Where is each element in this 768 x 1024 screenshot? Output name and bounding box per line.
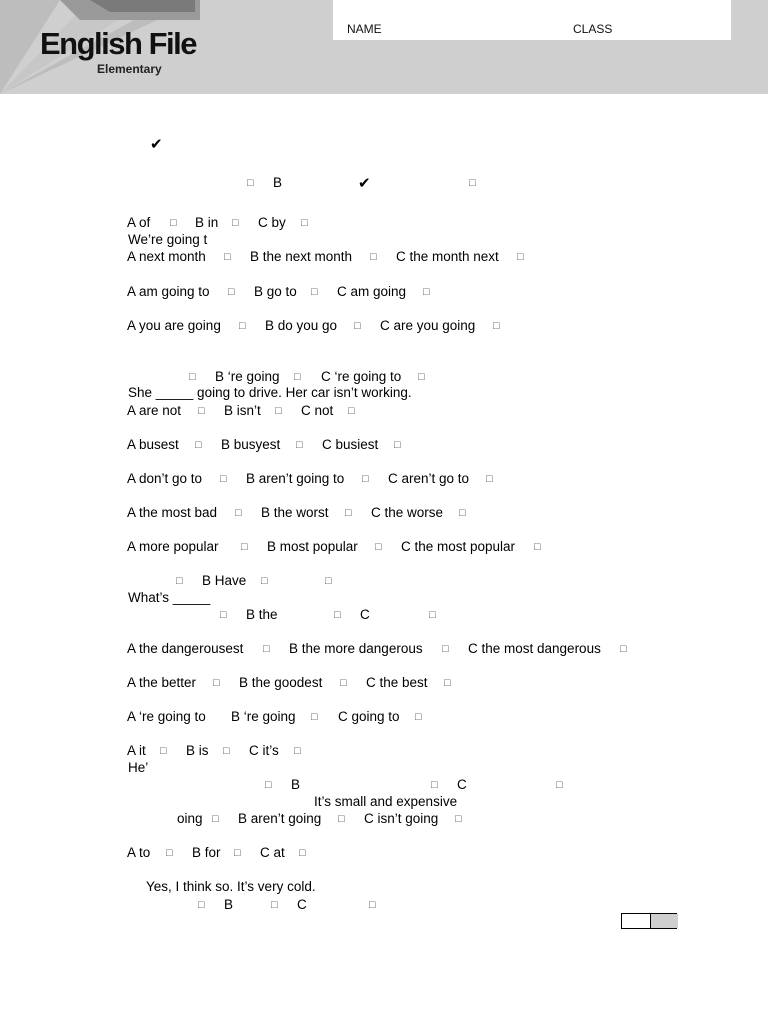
answer-option: B the goodest (239, 675, 323, 690)
answer-option: C ‘re going to (321, 369, 402, 384)
answer-option: B in (195, 215, 219, 230)
answer-checkbox[interactable]: □ (241, 541, 248, 553)
answer-option: B busyest (221, 437, 281, 452)
answer-checkbox[interactable]: □ (220, 609, 227, 621)
answer-option: B ‘re going (215, 369, 280, 384)
answer-option: B (224, 897, 234, 912)
answer-option: C not (301, 403, 334, 418)
answer-checkbox[interactable]: □ (354, 320, 361, 332)
answer-checkbox[interactable]: □ (338, 813, 345, 825)
answer-option: A the most bad (127, 505, 218, 520)
answer-checkbox[interactable]: □ (442, 643, 449, 655)
answer-option: B aren’t going (238, 811, 322, 826)
answer-option: C the worse (371, 505, 444, 520)
check-mark-icon: ✔ (150, 136, 163, 153)
answer-option: C the most dangerous (468, 641, 601, 656)
answer-checkbox[interactable]: □ (263, 643, 270, 655)
question-text: What’s _____ (128, 590, 211, 605)
answer-checkbox[interactable]: □ (444, 677, 451, 689)
answer-checkbox[interactable]: □ (232, 217, 239, 229)
answer-option: C aren’t go to (388, 471, 470, 486)
logo-title: English File (40, 26, 196, 61)
answer-checkbox[interactable]: □ (325, 575, 332, 587)
answer-checkbox[interactable]: □ (429, 609, 436, 621)
answer-checkbox[interactable]: □ (423, 286, 430, 298)
class-label: CLASS (573, 22, 613, 36)
answer-checkbox[interactable]: □ (394, 439, 401, 451)
answer-option: B ‘re going (231, 709, 296, 724)
check-mark-icon: ✔ (358, 175, 371, 192)
answer-option: A am going to (127, 284, 210, 299)
answer-checkbox[interactable]: □ (362, 473, 369, 485)
answer-option: A are not (127, 403, 182, 418)
question-text: He’ (128, 760, 149, 775)
answer-option: B (273, 175, 283, 190)
answer-checkbox[interactable]: □ (212, 813, 219, 825)
answer-checkbox[interactable]: □ (198, 899, 205, 911)
answer-checkbox[interactable]: □ (170, 217, 177, 229)
answer-checkbox[interactable]: □ (345, 507, 352, 519)
question-text: It’s small and expensive (314, 794, 458, 809)
answer-checkbox[interactable]: □ (223, 745, 230, 757)
answer-option: C the best (366, 675, 428, 690)
answer-option: B the worst (261, 505, 329, 520)
answer-checkbox[interactable]: □ (486, 473, 493, 485)
answer-option: A more popular (127, 539, 219, 554)
answer-checkbox[interactable]: □ (620, 643, 627, 655)
answer-checkbox[interactable]: □ (261, 575, 268, 587)
answer-option: C (457, 777, 467, 792)
answer-checkbox[interactable]: □ (348, 405, 355, 417)
question-text: We’re going t (128, 232, 208, 247)
answer-checkbox[interactable]: □ (224, 251, 231, 263)
score-box (621, 913, 677, 929)
answer-option: A the better (127, 675, 197, 690)
answer-checkbox[interactable]: □ (189, 371, 196, 383)
answer-option: C the month next (396, 249, 499, 264)
answer-option: B the (246, 607, 278, 622)
answer-checkbox[interactable]: □ (370, 251, 377, 263)
answer-option: C by (258, 215, 286, 230)
answer-checkbox[interactable]: □ (247, 177, 254, 189)
answer-checkbox[interactable]: □ (340, 677, 347, 689)
answer-checkbox[interactable]: □ (213, 677, 220, 689)
answer-option: A it (127, 743, 146, 758)
answer-option: C the most popular (401, 539, 516, 554)
answer-option: A to (127, 845, 151, 860)
answer-checkbox[interactable]: □ (296, 439, 303, 451)
answer-option: C am going (337, 284, 407, 299)
answer-checkbox[interactable]: □ (311, 711, 318, 723)
answer-checkbox[interactable]: □ (271, 899, 278, 911)
answer-option: A the dangerousest (127, 641, 244, 656)
answer-checkbox[interactable]: □ (469, 177, 476, 189)
answer-checkbox[interactable]: □ (166, 847, 173, 859)
answer-option: C are you going (380, 318, 476, 333)
answer-option: B (291, 777, 301, 792)
answer-option: B for (192, 845, 221, 860)
answer-checkbox[interactable]: □ (301, 217, 308, 229)
answer-checkbox[interactable]: □ (459, 507, 466, 519)
answer-option: B isn’t (224, 403, 261, 418)
answer-option: B most popular (267, 539, 358, 554)
answer-option: A of (127, 215, 151, 230)
answer-checkbox[interactable]: □ (493, 320, 500, 332)
answer-option: C at (260, 845, 285, 860)
answer-checkbox[interactable]: □ (517, 251, 524, 263)
answer-checkbox[interactable]: □ (534, 541, 541, 553)
answer-option: A ‘re going to (127, 709, 206, 724)
answer-option: C isn’t going (364, 811, 439, 826)
answer-checkbox[interactable]: □ (265, 779, 272, 791)
answer-option: A busest (127, 437, 179, 452)
answer-checkbox[interactable]: □ (369, 899, 376, 911)
answer-option: C (360, 607, 370, 622)
answer-checkbox[interactable]: □ (431, 779, 438, 791)
answer-option: C busiest (322, 437, 379, 452)
answer-checkbox[interactable]: □ (311, 286, 318, 298)
answer-option: B do you go (265, 318, 338, 333)
answer-checkbox[interactable]: □ (455, 813, 462, 825)
answer-option: B the more dangerous (289, 641, 423, 656)
answer-checkbox[interactable]: □ (234, 847, 241, 859)
answer-option: oing (177, 811, 203, 826)
answer-checkbox[interactable]: □ (294, 371, 301, 383)
answer-option: B aren’t going to (246, 471, 345, 486)
answer-checkbox[interactable]: □ (415, 711, 422, 723)
logo-subtitle: Elementary (97, 62, 162, 76)
answer-option: C going to (338, 709, 400, 724)
answer-checkbox[interactable]: □ (220, 473, 227, 485)
answer-checkbox[interactable]: □ (334, 609, 341, 621)
answer-checkbox[interactable]: □ (160, 745, 167, 757)
name-class-box (333, 0, 731, 40)
name-label: NAME (347, 22, 382, 36)
question-text: Yes, I think so. It’s very cold. (146, 879, 316, 894)
answer-checkbox[interactable]: □ (239, 320, 246, 332)
answer-option: C it’s (249, 743, 279, 758)
answer-option: A don’t go to (127, 471, 203, 486)
answer-checkbox[interactable]: □ (418, 371, 425, 383)
answer-option: B is (186, 743, 209, 758)
answer-checkbox[interactable]: □ (294, 745, 301, 757)
answer-checkbox[interactable]: □ (299, 847, 306, 859)
answer-checkbox[interactable]: □ (235, 507, 242, 519)
answer-option: B Have (202, 573, 247, 588)
answer-checkbox[interactable]: □ (556, 779, 563, 791)
answer-checkbox[interactable]: □ (375, 541, 382, 553)
question-text: She _____ going to drive. Her car isn’t working. (128, 385, 412, 400)
answer-option: C (297, 897, 307, 912)
answer-checkbox[interactable]: □ (275, 405, 282, 417)
answer-checkbox[interactable]: □ (198, 405, 205, 417)
score-box-shaded-half (650, 914, 678, 928)
answer-option: A next month (127, 249, 206, 264)
answer-checkbox[interactable]: □ (195, 439, 202, 451)
answer-checkbox[interactable]: □ (176, 575, 183, 587)
header-banner (0, 0, 768, 94)
answer-option: B go to (254, 284, 297, 299)
answer-option: A you are going (127, 318, 221, 333)
answer-option: B the next month (250, 249, 353, 264)
answer-checkbox[interactable]: □ (228, 286, 235, 298)
